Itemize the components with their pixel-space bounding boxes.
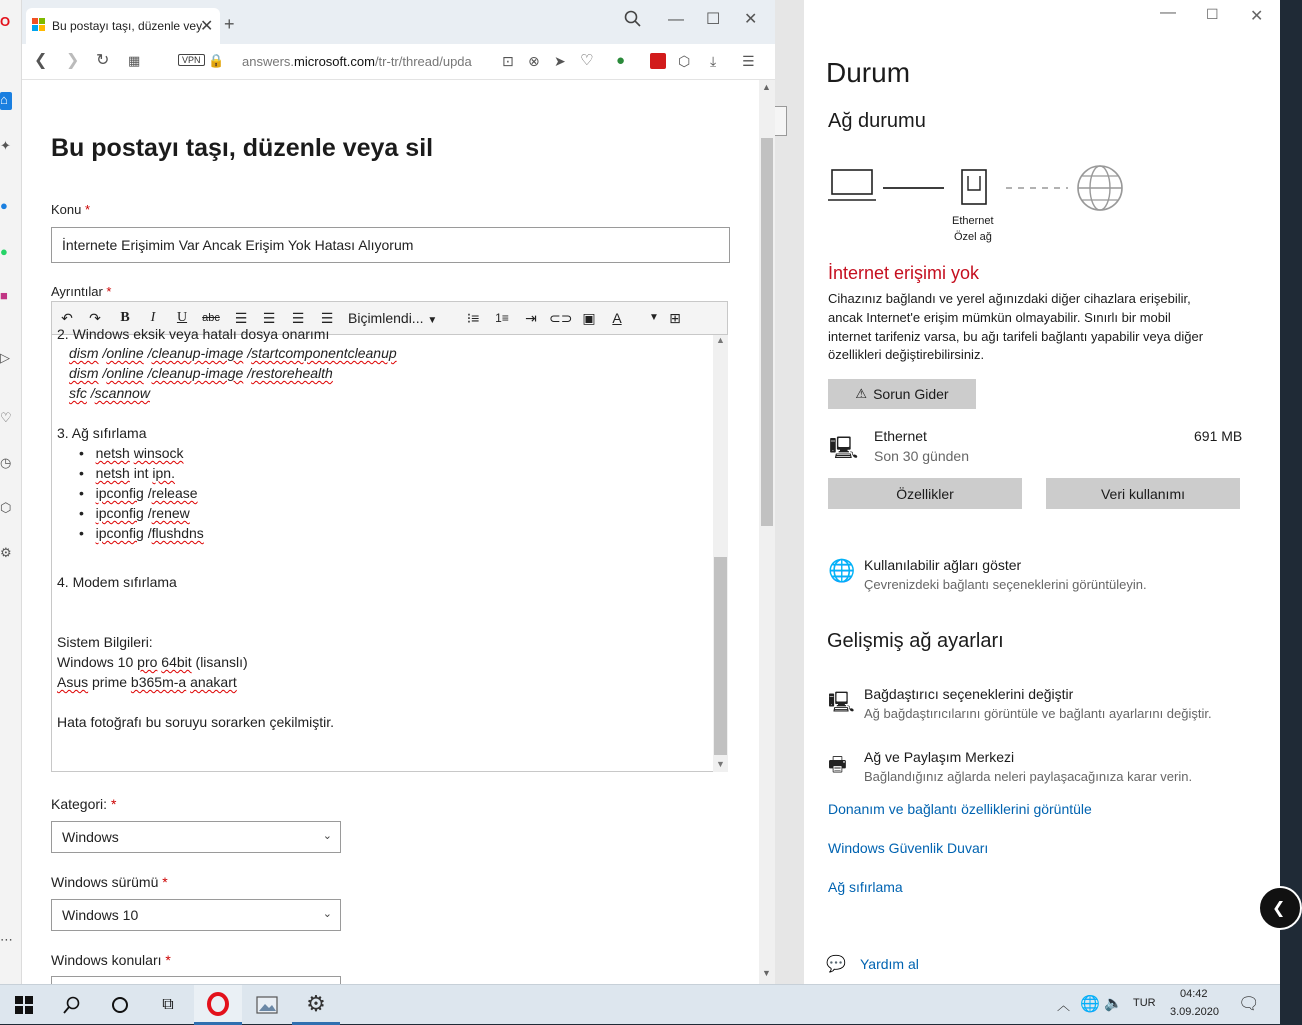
kategori-select[interactable]: Windows ⌄: [51, 821, 341, 853]
start-button[interactable]: [0, 985, 48, 1025]
windows-logo-icon: [15, 996, 33, 1014]
extension-red-icon[interactable]: [650, 53, 666, 69]
opera-sidebar: [0, 0, 22, 984]
cortana-button[interactable]: [96, 985, 144, 1025]
properties-button[interactable]: Özellikler: [828, 478, 1022, 509]
page-title: Bu postayı taşı, düzenle veya sil: [51, 134, 434, 162]
forward-icon[interactable]: ❯: [66, 52, 80, 69]
settings-page-title: Durum: [826, 57, 911, 88]
extension-globe-icon[interactable]: ●: [616, 52, 626, 69]
browser-window: [22, 0, 775, 984]
close-window-icon[interactable]: ✕: [744, 11, 758, 28]
align-left-icon[interactable]: ☰: [234, 310, 248, 326]
chevron-down-icon: ⌄: [322, 908, 332, 920]
photos-icon: [256, 996, 278, 1014]
help-link[interactable]: Yardım al: [860, 956, 919, 972]
list-item: • ipconfig /flushdns: [79, 525, 204, 541]
url-domain: microsoft.com: [294, 54, 375, 69]
history-icon[interactable]: ◷: [0, 455, 12, 470]
strikethrough-icon[interactable]: abc: [202, 312, 220, 324]
more-icon[interactable]: ⋯: [0, 932, 13, 947]
settings-nav-toggle[interactable]: [775, 106, 787, 136]
microsoft-logo-icon: [32, 18, 46, 32]
download-icon[interactable]: ⤓: [710, 53, 717, 69]
list-item: • netsh int ipn.: [79, 465, 175, 481]
format-dropdown[interactable]: Biçimlendi... ▼: [348, 310, 438, 326]
gear-icon: ⚙: [306, 990, 326, 1016]
troubleshoot-button[interactable]: ⚠ Sorun Gider: [828, 379, 976, 409]
step-heading: 3. Ağ sıfırlama: [57, 425, 147, 441]
ethernet-usage: 691 MB: [1194, 428, 1243, 444]
settings-taskbar-button[interactable]: [292, 985, 340, 1025]
indent-icon[interactable]: ⇥: [525, 310, 537, 326]
sys-info-line: Windows 10 pro 64bit (lisanslı): [57, 654, 248, 670]
scroll-down-icon[interactable]: ▼: [762, 968, 771, 978]
ethernet-name: Ethernet: [874, 428, 927, 444]
opera-logo-icon: [207, 993, 229, 1015]
heart-icon[interactable]: ♡: [580, 52, 594, 69]
snapshot-icon[interactable]: ⊡: [502, 53, 514, 69]
data-usage-button[interactable]: Veri kullanımı: [1046, 478, 1240, 509]
opera-logo-icon[interactable]: O: [0, 14, 11, 29]
show-networks-title[interactable]: Kullanılabilir ağları göster: [864, 557, 1022, 573]
command-line: dism /online /cleanup-image /startcomponentcleanup: [69, 345, 397, 361]
adapter-label: Ethernet: [952, 215, 994, 227]
editor-scrollbar[interactable]: [713, 335, 728, 772]
search-button[interactable]: [48, 985, 96, 1025]
status-desc-line: özellikleri değiştirebilirsiniz.: [828, 347, 985, 362]
list-item: • netsh winsock: [79, 445, 184, 461]
chevron-up-icon[interactable]: ︿: [1057, 998, 1071, 1013]
scroll-up-icon[interactable]: ▲: [762, 82, 771, 92]
konu-label: Konu *: [51, 202, 91, 217]
status-desc-line: internet tarifeniz varsa, bu ağı tarifeli bağlantı yapabilir veya diğer: [828, 329, 1204, 344]
network-diagram: [828, 160, 1128, 240]
scroll-down-icon[interactable]: ▼: [716, 759, 725, 769]
home-icon[interactable]: ⌂: [0, 92, 12, 110]
clock-time[interactable]: 04:42: [1180, 988, 1208, 1000]
chevron-down-icon: ⌄: [322, 830, 332, 842]
clock-date[interactable]: 3.09.2020: [1170, 1006, 1219, 1018]
address-bar: [22, 44, 775, 80]
extensions-icon[interactable]: ⬡: [0, 500, 12, 515]
maximize-icon[interactable]: ☐: [706, 11, 721, 28]
help-icon: 💬: [826, 956, 846, 973]
adapter-options-sub: Ağ bağdaştırıcılarını görüntüle ve bağlantı ayarlarını değiştir.: [864, 706, 1212, 721]
settings-left-edge: [775, 0, 804, 984]
adapter-options-title[interactable]: Bağdaştırıcı seçeneklerini değiştir: [864, 686, 1074, 702]
list-item: • ipconfig /release: [79, 485, 198, 501]
reload-icon[interactable]: ↻: [96, 52, 110, 69]
tab-title: Bu postayı taşı, düzenle vey: [52, 19, 203, 33]
sharing-center-title[interactable]: Ağ ve Paylaşım Merkezi: [864, 749, 1015, 765]
photo-note: Hata fotoğrafı bu soruyu sorarken çekilmiştir.: [57, 714, 335, 730]
scroll-up-icon[interactable]: ▲: [716, 335, 725, 345]
edge-arrow-button[interactable]: [1258, 886, 1302, 930]
redo-icon[interactable]: ↷: [89, 310, 101, 326]
minimize-icon[interactable]: —: [668, 11, 684, 28]
hardware-properties-link[interactable]: Donanım ve bağlantı özelliklerini görüntüle: [828, 801, 1092, 817]
browser-tab[interactable]: [26, 8, 220, 44]
page-scroll-thumb[interactable]: [761, 138, 773, 526]
minimize-icon[interactable]: —: [1160, 4, 1176, 21]
easy-setup-icon[interactable]: ☰: [742, 53, 755, 69]
ethernet-sub: Son 30 günden: [874, 448, 969, 464]
extension-cube-icon[interactable]: ⬡: [678, 53, 691, 69]
command-line: dism /online /cleanup-image /restorehealth: [69, 365, 333, 381]
task-view-icon: ⧉: [162, 996, 174, 1013]
send-to-icon[interactable]: ➤: [554, 53, 566, 69]
whatsapp-icon[interactable]: ●: [0, 244, 8, 259]
text-color-icon[interactable]: A: [612, 310, 622, 326]
lock-icon[interactable]: 🔒: [208, 53, 225, 68]
status-desc-line: ancak Internet'e erişim mümkün olmayabilir. Sınırlı bir mobil: [828, 310, 1171, 325]
status-title: İnternet erişimi yok: [828, 263, 980, 283]
kategori-label: Kategori: *: [51, 796, 117, 812]
page-content: [22, 80, 759, 984]
numbered-list-icon[interactable]: 1≡: [495, 311, 509, 325]
bold-icon[interactable]: B: [120, 310, 130, 325]
sharing-center-sub: Bağlandığınız ağlarda neleri paylaşacağınıza karar verin.: [864, 769, 1193, 784]
sys-info-line: Asus prime b365m-a anakart: [57, 674, 237, 690]
settings-gear-icon[interactable]: ⚙: [0, 545, 12, 560]
konular-label: Windows konuları *: [51, 952, 171, 968]
sys-info-heading: Sistem Bilgileri:: [57, 634, 153, 650]
task-view-button[interactable]: [144, 985, 192, 1025]
new-tab-icon[interactable]: +: [224, 14, 235, 34]
page-scrollbar[interactable]: [759, 80, 775, 984]
section-title: Ağ durumu: [828, 110, 926, 132]
warning-icon: ⚠: [855, 386, 868, 401]
tab-bar: [22, 0, 775, 44]
url-field[interactable]: [242, 54, 472, 69]
instagram-icon[interactable]: ■: [0, 288, 8, 303]
messenger-icon[interactable]: ●: [0, 198, 8, 213]
search-icon: [63, 996, 81, 1014]
speed-dial-icon[interactable]: ✦: [0, 138, 11, 153]
vpn-badge[interactable]: VPN: [178, 54, 205, 66]
volume-icon[interactable]: 🔈: [1104, 995, 1123, 1012]
search-icon[interactable]: [624, 10, 642, 34]
close-tab-icon[interactable]: ✕: [200, 18, 214, 35]
justify-icon[interactable]: ☰: [320, 310, 334, 326]
color-dropdown-icon[interactable]: ▼: [649, 312, 659, 323]
surum-select[interactable]: Windows 10 ⌄: [51, 899, 341, 931]
sharing-center-icon: 🖶: [828, 754, 847, 776]
input-language[interactable]: TUR: [1133, 997, 1156, 1009]
back-icon[interactable]: ❮: [34, 52, 48, 69]
maximize-icon[interactable]: ☐: [1206, 6, 1219, 22]
network-globe-icon[interactable]: 🌐: [1080, 996, 1100, 1013]
notification-icon[interactable]: 🗨: [1238, 994, 1260, 1013]
heart-icon[interactable]: ♡: [0, 410, 12, 425]
tabs-grid-icon[interactable]: ▦: [128, 53, 141, 68]
status-desc-line: Cihazınız bağlandı ve yerel ağınızdaki diğer cihazlara erişebilir,: [828, 291, 1191, 306]
network-status-icon: [828, 160, 1128, 240]
globe-icon: 🌐: [828, 558, 856, 583]
cortana-icon: [111, 996, 129, 1014]
firewall-link[interactable]: Windows Güvenlik Duvarı: [828, 840, 989, 856]
details-label: Ayrıntılar *: [51, 284, 112, 299]
send-icon[interactable]: ▷: [0, 350, 10, 365]
step-heading: 4. Modem sıfırlama: [57, 574, 177, 590]
italic-icon[interactable]: I: [150, 310, 156, 325]
editor-cut-line: 2. Windows eksik veya hatalı dosya onarımı: [57, 326, 330, 342]
url-prefix: answers.: [242, 54, 295, 69]
photos-taskbar-button[interactable]: [243, 985, 291, 1025]
align-center-icon[interactable]: ☰: [262, 310, 276, 326]
ethernet-icon: 🖳: [829, 435, 859, 460]
undo-icon[interactable]: ↶: [61, 310, 73, 326]
opera-taskbar-button[interactable]: [194, 985, 242, 1025]
underline-icon[interactable]: U: [176, 310, 188, 325]
command-line: sfc /scannow: [69, 385, 150, 401]
taskbar: [0, 984, 1280, 1024]
settings-window: [804, 0, 1286, 984]
image-icon[interactable]: ▣: [582, 310, 596, 326]
url-path: /tr-tr/thread/upda: [374, 54, 472, 69]
align-right-icon[interactable]: ☰: [291, 310, 305, 326]
adapter-icon: 🖳: [828, 692, 855, 714]
link-icon[interactable]: ⊂⊃: [549, 310, 573, 326]
dropdown-arrow-icon: ▼: [427, 315, 438, 326]
close-window-icon[interactable]: ✕: [1250, 8, 1264, 25]
bullet-list-icon[interactable]: ⁝≡: [466, 310, 480, 326]
advanced-title: Gelişmiş ağ ayarları: [827, 630, 1004, 652]
table-icon[interactable]: ⊞: [669, 310, 681, 326]
list-item: • ipconfig /renew: [79, 505, 190, 521]
network-type-label: Özel ağ: [954, 231, 992, 243]
konu-input[interactable]: İnternete Erişimim Var Ancak Erişim Yok Hatası Alıyorum: [51, 227, 730, 263]
surum-label: Windows sürümü *: [51, 874, 168, 890]
network-reset-link[interactable]: Ağ sıfırlama: [828, 879, 903, 895]
chevron-left-icon: ❮: [1272, 900, 1286, 917]
show-networks-sub: Çevrenizdeki bağlantı seçeneklerini görüntüleyin.: [864, 577, 1147, 592]
adblock-icon[interactable]: ⊗: [528, 53, 540, 69]
editor-body[interactable]: [51, 326, 728, 772]
editor-scroll-thumb[interactable]: [714, 557, 727, 755]
